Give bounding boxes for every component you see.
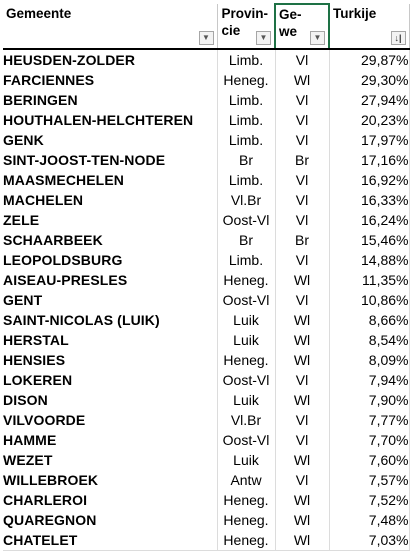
- cell-turkije[interactable]: 29,87%: [329, 49, 409, 70]
- cell-provincie[interactable]: Vl.Br: [217, 190, 275, 210]
- cell-gemeente[interactable]: VILVOORDE: [3, 410, 217, 430]
- column-header-label: Gemeente: [6, 6, 72, 21]
- cell-gemeente[interactable]: HERSTAL: [3, 330, 217, 350]
- cell-provincie[interactable]: Oost-Vl: [217, 290, 275, 310]
- column-header-turkije[interactable]: [329, 4, 409, 49]
- cell-turkije[interactable]: 7,90%: [329, 390, 409, 410]
- table-row[interactable]: [3, 370, 409, 390]
- cell-gewest[interactable]: Vl: [275, 370, 329, 390]
- cell-gemeente[interactable]: GENK: [3, 130, 217, 150]
- cell-gemeente[interactable]: CHARLEROI: [3, 490, 217, 510]
- cell-provincie[interactable]: Br: [217, 150, 275, 170]
- sort-descending-filter-icon[interactable]: ↓|: [391, 31, 406, 45]
- cell-provincie[interactable]: Limb.: [217, 250, 275, 270]
- column-header-label-line2: we: [279, 24, 298, 39]
- cell-gemeente[interactable]: FARCIENNES: [3, 70, 217, 90]
- cell-gemeente[interactable]: WILLEBROEK: [3, 470, 217, 490]
- cell-gemeente[interactable]: LEOPOLDSBURG: [3, 250, 217, 270]
- cell-provincie[interactable]: Limb.: [217, 90, 275, 110]
- cell-provincie[interactable]: Antw: [217, 470, 275, 490]
- cell-gewest[interactable]: Wl: [275, 350, 329, 370]
- filter-dropdown-icon[interactable]: ▼: [310, 31, 325, 45]
- table-row[interactable]: [3, 490, 409, 510]
- cell-gewest[interactable]: Vl: [275, 210, 329, 230]
- cell-provincie[interactable]: Limb.: [217, 130, 275, 150]
- cell-turkije[interactable]: 11,35%: [329, 270, 409, 290]
- table-row[interactable]: [3, 470, 409, 490]
- cell-provincie[interactable]: Vl.Br: [217, 410, 275, 430]
- table-row[interactable]: [3, 130, 409, 150]
- table-row[interactable]: [3, 70, 409, 90]
- cell-gewest[interactable]: Vl: [275, 110, 329, 130]
- cell-turkije[interactable]: 7,03%: [329, 530, 409, 551]
- table-row[interactable]: [3, 90, 409, 110]
- cell-provincie[interactable]: Limb.: [217, 49, 275, 70]
- cell-turkije[interactable]: 15,46%: [329, 230, 409, 250]
- cell-turkije[interactable]: 14,88%: [329, 250, 409, 270]
- cell-provincie[interactable]: Heneg.: [217, 510, 275, 530]
- column-header-label: Ge-: [279, 7, 302, 22]
- cell-turkije[interactable]: 16,92%: [329, 170, 409, 190]
- table-row[interactable]: [3, 410, 409, 430]
- column-header-label: Provin-: [221, 6, 269, 21]
- cell-gemeente[interactable]: LOKEREN: [3, 370, 217, 390]
- filter-dropdown-icon[interactable]: ▼: [256, 31, 271, 45]
- cell-gewest[interactable]: Wl: [275, 510, 329, 530]
- cell-provincie[interactable]: Luik: [217, 310, 275, 330]
- table-row[interactable]: [3, 230, 409, 250]
- table-row[interactable]: [3, 49, 409, 70]
- cell-provincie[interactable]: Br: [217, 230, 275, 250]
- cell-turkije[interactable]: 7,70%: [329, 430, 409, 450]
- table-row[interactable]: [3, 250, 409, 270]
- cell-turkije[interactable]: 7,57%: [329, 470, 409, 490]
- cell-gemeente[interactable]: CHATELET: [3, 530, 217, 551]
- cell-gemeente[interactable]: AISEAU-PRESLES: [3, 270, 217, 290]
- cell-gewest[interactable]: Vl: [275, 250, 329, 270]
- cell-gewest[interactable]: Wl: [275, 270, 329, 290]
- cell-provincie[interactable]: Heneg.: [217, 70, 275, 90]
- cell-gemeente[interactable]: WEZET: [3, 450, 217, 470]
- cell-gewest[interactable]: Br: [275, 230, 329, 250]
- cell-turkije[interactable]: 7,48%: [329, 510, 409, 530]
- cell-provincie[interactable]: Limb.: [217, 170, 275, 190]
- cell-gemeente[interactable]: ZELE: [3, 210, 217, 230]
- cell-provincie[interactable]: Limb.: [217, 110, 275, 130]
- table-row[interactable]: [3, 510, 409, 530]
- table-row[interactable]: [3, 330, 409, 350]
- cell-gemeente[interactable]: DISON: [3, 390, 217, 410]
- cell-provincie[interactable]: Luik: [217, 390, 275, 410]
- cell-gewest[interactable]: Br: [275, 150, 329, 170]
- cell-provincie[interactable]: Oost-Vl: [217, 430, 275, 450]
- cell-provincie[interactable]: Oost-Vl: [217, 370, 275, 390]
- cell-provincie[interactable]: Luik: [217, 330, 275, 350]
- cell-gewest[interactable]: Vl: [275, 290, 329, 310]
- cell-turkije[interactable]: 8,66%: [329, 310, 409, 330]
- cell-turkije[interactable]: 17,97%: [329, 130, 409, 150]
- cell-gewest[interactable]: Vl: [275, 90, 329, 110]
- cell-gemeente[interactable]: BERINGEN: [3, 90, 217, 110]
- table-row[interactable]: [3, 170, 409, 190]
- cell-gewest[interactable]: Vl: [275, 430, 329, 450]
- cell-gewest[interactable]: Vl: [275, 470, 329, 490]
- table-row[interactable]: [3, 450, 409, 470]
- cell-gewest[interactable]: Vl: [275, 130, 329, 150]
- cell-turkije[interactable]: 8,09%: [329, 350, 409, 370]
- cell-provincie[interactable]: Luik: [217, 450, 275, 470]
- cell-turkije[interactable]: 20,23%: [329, 110, 409, 130]
- cell-turkije[interactable]: 16,33%: [329, 190, 409, 210]
- cell-gewest[interactable]: Wl: [275, 450, 329, 470]
- column-header-gewest[interactable]: [275, 4, 329, 49]
- table-row[interactable]: [3, 270, 409, 290]
- cell-turkije[interactable]: 10,86%: [329, 290, 409, 310]
- cell-gewest[interactable]: Wl: [275, 330, 329, 350]
- cell-provincie[interactable]: Heneg.: [217, 350, 275, 370]
- table-row[interactable]: [3, 530, 409, 551]
- column-header-gemeente[interactable]: [3, 4, 217, 49]
- table-row[interactable]: [3, 350, 409, 370]
- filter-dropdown-icon[interactable]: ▼: [199, 31, 214, 45]
- column-header-label-line2: cie: [221, 23, 241, 38]
- cell-gemeente[interactable]: SCHAARBEEK: [3, 230, 217, 250]
- cell-provincie[interactable]: Heneg.: [217, 270, 275, 290]
- cell-gewest[interactable]: Wl: [275, 490, 329, 510]
- table-row[interactable]: [3, 190, 409, 210]
- cell-turkije[interactable]: 7,94%: [329, 370, 409, 390]
- table-row[interactable]: [3, 150, 409, 170]
- cell-gemeente[interactable]: HAMME: [3, 430, 217, 450]
- cell-gewest[interactable]: Wl: [275, 530, 329, 551]
- table-row[interactable]: [3, 390, 409, 410]
- cell-provincie[interactable]: Oost-Vl: [217, 210, 275, 230]
- table-row[interactable]: [3, 210, 409, 230]
- cell-gemeente[interactable]: HENSIES: [3, 350, 217, 370]
- cell-gemeente[interactable]: MAASMECHELEN: [3, 170, 217, 190]
- cell-gewest[interactable]: Wl: [275, 390, 329, 410]
- cell-provincie[interactable]: Heneg.: [217, 530, 275, 551]
- cell-gewest[interactable]: Vl: [275, 49, 329, 70]
- cell-turkije[interactable]: 29,30%: [329, 70, 409, 90]
- table-body: [3, 49, 409, 551]
- cell-gemeente[interactable]: QUAREGNON: [3, 510, 217, 530]
- cell-gemeente[interactable]: HOUTHALEN-HELCHTEREN: [3, 110, 217, 130]
- cell-gemeente[interactable]: SAINT-NICOLAS (LUIK): [3, 310, 217, 330]
- table-row[interactable]: [3, 310, 409, 330]
- cell-turkije[interactable]: 7,60%: [329, 450, 409, 470]
- cell-turkije[interactable]: 8,54%: [329, 330, 409, 350]
- cell-gewest[interactable]: Wl: [275, 70, 329, 90]
- cell-gewest[interactable]: Vl: [275, 170, 329, 190]
- table-row[interactable]: [3, 430, 409, 450]
- cell-gewest[interactable]: Vl: [275, 410, 329, 430]
- table-row[interactable]: [3, 290, 409, 310]
- cell-turkije[interactable]: 16,24%: [329, 210, 409, 230]
- cell-gemeente[interactable]: HEUSDEN-ZOLDER: [3, 49, 217, 70]
- header-row: [3, 4, 409, 49]
- cell-turkije[interactable]: 27,94%: [329, 90, 409, 110]
- column-header-provincie[interactable]: [217, 4, 275, 49]
- cell-gewest[interactable]: Wl: [275, 310, 329, 330]
- cell-gemeente[interactable]: SINT-JOOST-TEN-NODE: [3, 150, 217, 170]
- column-header-label: Turkije: [333, 6, 377, 21]
- cell-gewest[interactable]: Vl: [275, 190, 329, 210]
- cell-gemeente[interactable]: GENT: [3, 290, 217, 310]
- data-table: [3, 3, 410, 551]
- cell-turkije[interactable]: 17,16%: [329, 150, 409, 170]
- cell-turkije[interactable]: 7,77%: [329, 410, 409, 430]
- table-row[interactable]: [3, 110, 409, 130]
- cell-gemeente[interactable]: MACHELEN: [3, 190, 217, 210]
- cell-turkije[interactable]: 7,52%: [329, 490, 409, 510]
- cell-provincie[interactable]: Heneg.: [217, 490, 275, 510]
